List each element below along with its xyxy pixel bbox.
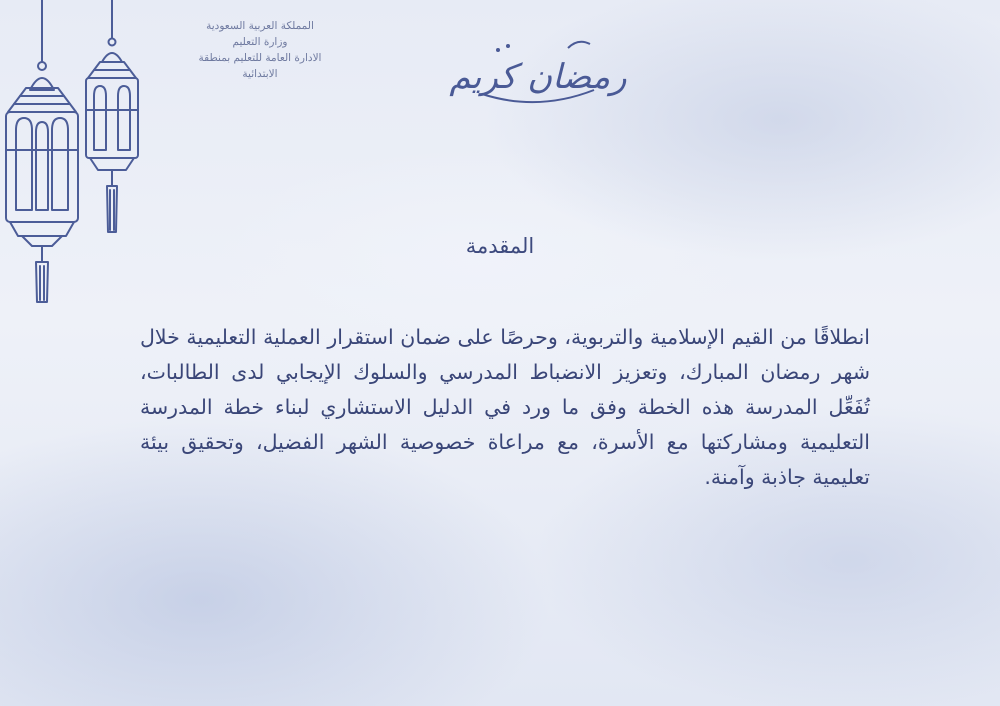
ramadan-kareem-logo xyxy=(449,30,627,120)
ministry-line-department: الادارة العامة للتعليم بمنطقة xyxy=(198,52,322,64)
intro-paragraph: انطلاقًا من القيم الإسلامية والتربوية، وحرصًا على ضمان استقرار العملية التعليمية خلال شهر رمضان المبارك، وتعزيز الانضباط المدرسي والسلوك الإيجابي لدى الطالبات، تُفَعِّل المدرسة هذه الخطة وفق ما ورد في الدليل الاستشاري لبناء خطة المدرسة التعليمية ومشاركتها مع الأسرة، مع مراعاة خصوصية الشهر الفضيل، وتحقيق بيئة تعليمية جاذبة وآمنة. xyxy=(140,325,870,489)
logo-calligraphy-text: رمضان كريم xyxy=(449,57,627,97)
ministry-line-ministry: وزارة التعليم xyxy=(232,36,288,48)
lantern-icon xyxy=(0,0,180,320)
ministry-line-stage: الابتدائية xyxy=(242,68,278,80)
ministry-line-country: المملكة العربية السعودية xyxy=(206,20,314,32)
ministry-header xyxy=(185,18,335,82)
section-title: المقدمة xyxy=(465,234,535,258)
